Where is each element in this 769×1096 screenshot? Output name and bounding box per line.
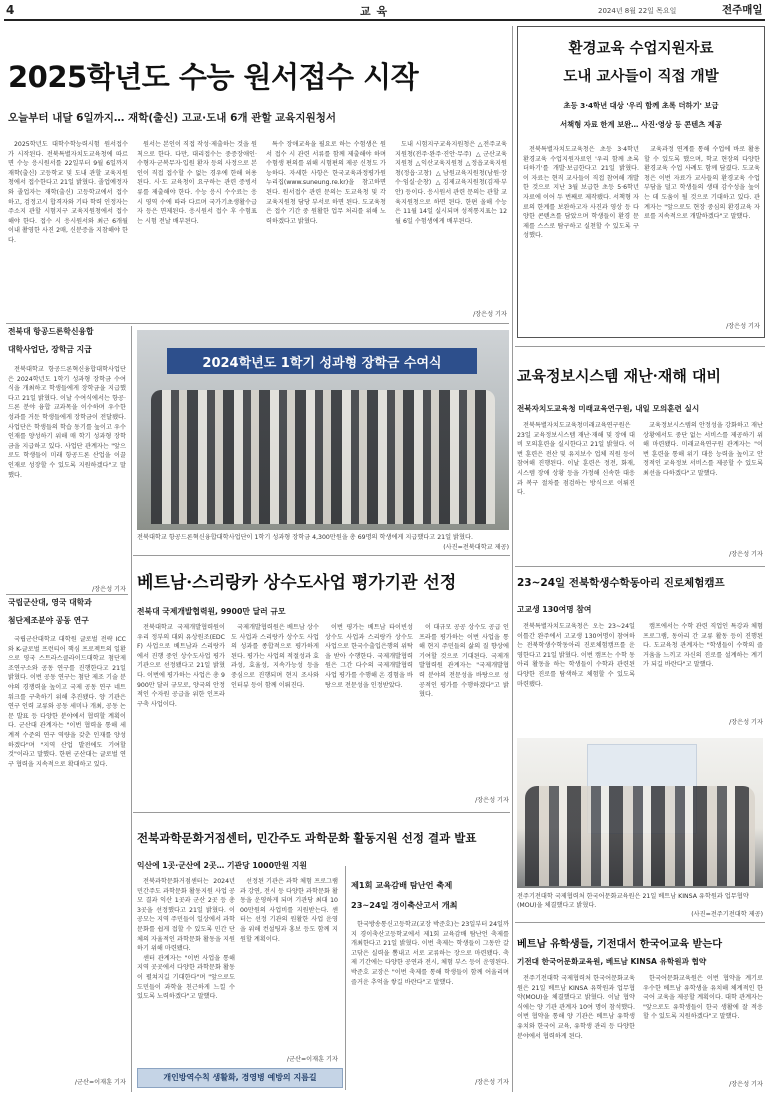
aviation-photo-credit: (사진=전북대학교 제공): [443, 544, 509, 551]
disaster-subhead: 전북자치도교육청 미래교육연구원, 내일 모의훈련 실시: [517, 404, 700, 413]
environment-subhead-2: 서책형 자료 한계 보완… 사진·영상 등 콘텐츠 제공: [560, 120, 722, 129]
environment-subhead-1: 초등 3·4학년 대상 '우리 함께 초록 더하기' 보급: [563, 101, 719, 110]
lead-subhead: 오늘부터 내달 6일까지… 재학(출신) 고교·도내 6개 관할 교육지원청서: [8, 112, 337, 124]
mou-photo-caption: 전주기전대학 국제협력처 한국어문화교육원은 21일 베트남 KINSA 유학원과 업무협약(MOU)을 체결했다고 밝혔다.: [517, 893, 749, 909]
lead-byline: /장은성 기자: [473, 311, 507, 318]
paper-name: 전주매일: [722, 4, 763, 16]
mou-signing-photo: [517, 738, 763, 888]
divider-vertical-left: [131, 326, 132, 1092]
divider-festival-left: [345, 866, 346, 1090]
science-byline: /군산=이재훈 기자: [286, 1056, 338, 1063]
aviation-byline: /장은성 기자: [92, 586, 126, 593]
vietnam-column-1: 전북대학교 국제개발협력원이 우리 정부의 대외 유상원조(EDCF) 사업으로 베트남과 스리랑카에서 진행 중인 상수도사업 평가기관으로 선정됐다고 21일 밝혔다. 이번에 평가하는 사업은 총 9900만 달러 규모로, 양국의 안정적인 수자원 공급을 위한 인프라 구축 사업이다.: [137, 624, 225, 708]
korean-education-subhead: 기전대 한국어문화교육원, 베트남 KINSA 유학원과 협약: [517, 957, 707, 966]
science-footer-banner-text: 개인방역수칙 생활화, 경영병 예방의 지름길: [163, 1073, 317, 1082]
environment-byline: /장은성 기자: [726, 323, 760, 330]
divider-disaster-top: [515, 346, 765, 347]
mou-people: [525, 786, 755, 886]
environment-headline-2: 도내 교사들이 직접 개발: [563, 68, 719, 85]
divider-korean-top: [515, 922, 765, 923]
festival-headline-1: 제1회 교육감배 탐난언 축제: [351, 880, 453, 890]
lead-column-1: 2025학년도 대학수학능력시험 원서접수가 시작된다. 전북특별자치도교육청에 따르면 수능 응시원서를 22일부터 9월 6일까지 재학(출신) 고등학교 및 도내 관할 교육지원청에서 접수한다고 21일 밝혔다. 졸업예정자와 졸업자는 재학(출신) 고등학교에서 접수하고, 검정고시 합격자와 기타 학력 인정자는 주소지 관할 시험지구 교육지원청에서 접수해야 한다. 접수 시 응시원서와 최근 6개월 이내 촬영한 사진 2매, 신분증을 지참해야 한다.: [8, 141, 128, 244]
environment-column-2: 교육과정 연계를 통해 수업에 바로 활용할 수 있도록 했으며, 학교 현장의 다양한 환경교육 수업 사례도 함께 담겼다. 도교육청은 이번 자료가 교사들의 환경교육 수업 부담을 덜고 학생들의 생태 감수성을 높이는 데 도움이 될 것으로 기대하고 있다. 관계자는 "앞으로도 현장 중심의 환경교육 자료를 지속적으로 개발하겠다"고 말했다.: [644, 146, 760, 221]
mou-photo-credit: (사진=전주기전대학 제공): [691, 911, 763, 918]
aviation-headline-1: 전북대 항공드론학신융합: [8, 327, 94, 336]
festival-headline-2: 23~24일 경이축산고서 개최: [351, 900, 458, 910]
kunsan-body: 국립군산대학교 대학원 글로벌 전략 ICC와 K-글로벌 프런티어 핵심 프로젝트의 일환으로 영국 스트라스클라이드대학교 첨단제조연구소와 공동 연구를 진행한다고 21일 밝혔다. 이번 공동 연구는 첨단 제조 기술 분야의 경쟁력을 높이고 국제 공동 연구 네트워크를 구축하기 위해 추진됐다. 양 기관은 연구 인력 교류와 공동 세미나 개최, 공동 논문 발표 등 다양한 분야에서 협력할 계획이다. 군산대 관계자는 "이번 협력을 통해 세계적 수준의 연구 역량을 갖춘 인재를 양성하겠다"며 "지역 산업 발전에도 기여할 것"이라고 말했다. 한편 군산대는 글로벌 연구 협력을 지속적으로 확대하고 있다.: [8, 636, 126, 768]
disaster-byline: /장은성 기자: [729, 551, 763, 558]
vietnam-subhead: 전북대 국제개발협력원, 9900만 달러 규모: [137, 607, 286, 616]
science-subhead: 익산에 1곳·군산에 2곳… 기관당 1000만원 지원: [137, 861, 307, 870]
science-column-3-paragraph: 센터 관계자는 "이번 사업을 통해 지역 곳곳에서 다양한 과학문화 활동이 펼쳐지길 기대한다"며 "앞으로도 도민들이 과학을 친근하게 느낄 수 있도록 노력하겠다"고 말했다.: [137, 954, 235, 1001]
festival-byline: /장은성 기자: [475, 1079, 509, 1086]
korean-education-column-1: 전주기전대학 국제협력처 한국어문화교육원은 21일 베트남 KINSA 유학원과 업무협약(MOU)을 체결했다고 밝혔다. 이날 협약식에는 양 기관 관계자 10여 명이 참석했다. 이번 협약을 통해 양 기관은 베트남 유학생 유치와 한국어 교육, 유학생 관리 등 다양한 분야에서 협력하게 된다.: [517, 975, 635, 1040]
korean-education-column-2: 한국어문화교육원은 이번 협약을 계기로 우수한 베트남 유학생을 유치해 체계적인 한국어 교육을 제공할 계획이다. 대학 관계자는 "앞으로도 유학생들이 한국 생활에 잘 적응할 수 있도록 지원하겠다"고 말했다.: [643, 975, 763, 1021]
lead-headline: 2025학년도 수능 원서접수 시작: [8, 60, 419, 94]
science-headline: 전북과학문화거점센터, 민간주도 과학문화 활동지원 선정 결과 발표: [137, 831, 477, 845]
photo-people: [151, 390, 495, 524]
lead-column-3: 특수 장애교육을 필요로 하는 수험생은 원서 접수 시 관련 서류를 함께 제출해야 하며 수험생 편의를 위해 시험편의 제공 신청도 가능하다. 자세한 사항은 한국교육과정평가원 누리집(www.suneung.re.kr)을 참고하면 된다. 원서접수 관련 문의는 도교육청 및 각 교육지원청 담당 부서로 하면 된다. 도교육청은 접수 기간 중 원활한 업무 처리를 위해 노력하겠다고 밝혔다.: [266, 141, 386, 225]
science-column-1: 전북과학문화거점센터는 2024년 민간주도 과학문화 활동지원 사업 공모 결과 익산 1곳과 군산 2곳 등 총 3곳을 선정했다고 21일 밝혔다. 이 공모는 지역 주민들이 일상에서 과학문화를 쉽게 접할 수 있도록 민간 단체의 자율적인 과학문화 활동을 지원하기 위해 마련됐다. 센터 관계자는 "이번 사업을 통해 지역 곳곳에서 다양한 과학문화 활동이 펼쳐지길 기대한다"며 "앞으로도 도민들이 과학을 친근하게 느낄 수 있도록 노력하겠다"고 말했다.: [137, 878, 235, 1001]
issue-date: 2024년 8월 22일 목요일: [598, 7, 677, 15]
lead-column-4: 도내 시험지구교육지원청은 △전주교육지원청(전주·완주·진안·무주) △군산교육지원청 △익산교육지원청 △정읍교육지원청(정읍·고창) △남원교육지원청(남원·장수·임실·순창) △김제교육지원청(김제·부안) 등이다. 응시원서 관련 문의는 관할 교육지원청으로 하면 된다. 한편 올해 수능은 11월 14일 실시되며 성적통지표는 12월 6일 수험생에게 배부된다.: [395, 141, 507, 225]
vietnam-column-4: 이 대규모 공공 상수도 공급 인프라를 평가하는 이번 사업을 통해 현지 주민들의 삶의 질 향상에 기여할 것으로 기대된다. 국제개발협력원 관계자는 "국제개발협력 분야의 전문성을 바탕으로 성공적인 평가를 수행하겠다"고 밝혔다.: [419, 624, 509, 699]
aviation-body: 전북대학교 항공드론혁신융합대학사업단은 2024학년도 1학기 성과형 장학금 수여식을 개최하고 학생들에게 장학금을 지급했다고 21일 밝혔다. 이날 수여식에서는 항공·드론 분야 융합 교과목을 이수하며 우수한 성과를 거둔 학생들에게 장학금이 전달됐다. 사업단은 학생들의 학습 동기를 높이고 우수 인재를 양성하기 위해 매 학기 성과형 장학금을 지급하고 있다. 사업단 관계자는 "앞으로도 학생들이 미래 항공드론 산업을 이끌 인재로 성장할 수 있도록 지원하겠다"고 말했다.: [8, 366, 126, 479]
kunsan-byline: /군산=이재훈 기자: [74, 1079, 126, 1086]
festival-body: 한국방송통신고등학교(교장 박준호)는 23일부터 24일까지 경이축산고등학교에서 제1회 교육감배 탐난언 축제를 개최한다고 21일 밝혔다. 이번 축제는 학생들이 그동안 갈고닦은 실력을 뽐내고 서로 교류하는 장으로 마련됐다. 축제 기간에는 다양한 공연과 전시, 체험 부스 등이 운영된다. 박준호 교장은 "이번 축제를 통해 학생들이 함께 어울리며 즐거운 추억을 쌓길 바란다"고 말했다.: [351, 921, 509, 986]
disaster-column-1: 전북특별자치도교육청미래교육연구원은 23일 교육정보시스템 재난·재해 및 장애 대비 모의훈련을 실시한다고 21일 밝혔다. 이번 훈련은 전산 및 유지보수 업체 직원 등이 참여해 진행된다. 이날 훈련은 정전, 화재, 시스템 장애 상황 등을 가정해 신속한 대응과 복구 절차를 점검하는 방식으로 이뤄진다.: [517, 422, 635, 497]
korean-education-headline: 베트남 유학생들, 기전대서 한국어교육 받는다: [517, 939, 723, 950]
page-number: 4: [6, 3, 15, 17]
math-camp-column-2: 캠프에서는 수학 관련 직업인 특강과 체험 프로그램, 동아리 간 교류 활동 등이 진행된다. 도교육청 관계자는 "학생들이 수학의 즐거움을 느끼고 자신의 진로를 설계하는 계기가 되길 바란다"고 말했다.: [643, 623, 763, 669]
environment-article: [517, 26, 765, 338]
kunsan-headline-1: 국립군산대, 영국 대학과: [8, 598, 92, 607]
environment-column-1: 전북특별자치도교육청은 초등 3·4학년 환경교육 수업지원자료인 '우리 함께 초록 더하기'를 개발·보급한다고 21일 밝혔다. 이 자료는 현직 교사들이 직접 참여해 개발한 것으로 지난 3월 보급한 초등 5·6학년 자료에 이어 두 번째로 제작됐다. 서책형 자료의 한계를 보완하고자 사진과 영상 등 다양한 콘텐츠를 담았으며 학생들이 환경 문제를 스스로 탐구하고 실천할 수 있도록 구성했다.: [523, 146, 639, 240]
disaster-headline: 교육정보시스템 재난·재해 대비: [517, 367, 722, 385]
vietnam-column-2: 국제개발협력원은 베트남 상수도 사업과 스리랑카 상수도 사업의 성과를 종합적으로 평가하게 된다. 평가는 사업의 적절성과 효과성, 효율성, 지속가능성 등을 중심으로 진행되며 현지 조사와 인터뷰 등이 함께 이뤄진다.: [231, 624, 319, 689]
vietnam-column-3: 이번 평가는 베트남 타이빈성 상수도 사업과 스리랑카 상수도 사업으로 한국수출입은행의 위탁을 받아 수행한다. 국제개발협력원은 그간 다수의 국제개발협력 사업 평가를 수행해 온 경험을 바탕으로 전문성을 인정받았다.: [325, 624, 413, 689]
math-camp-column-1: 전북특별자치도교육청은 오는 23~24일 이틀간 완주에서 고교생 130여명이 참여하는 전북학생수학동아리 진로체험캠프를 운영한다고 21일 밝혔다. 이번 캠프는 수학 동아리 활동을 하는 학생들이 수학과 관련된 다양한 진로를 탐색하고 체험할 수 있도록 마련됐다.: [517, 623, 635, 688]
math-camp-subhead: 고교생 130여명 참여: [517, 605, 592, 614]
aviation-photo-caption: 전북대학교 항공드론혁신융합대학사업단이 1학기 성과형 장학금 4,300만원을 총 69명의 학생에게 지급했다고 21일 밝혔다.: [137, 534, 473, 541]
science-footer-banner: [137, 1068, 343, 1088]
photo-banner-text: 2024학년도 1학기 성과형 장학금 수여식: [202, 356, 442, 371]
divider-vertical-right: [512, 26, 513, 1092]
aviation-headline-2: 대학사업단, 장학금 지급: [8, 345, 92, 354]
divider-left-mid: [6, 594, 128, 595]
math-camp-headline: 23~24일 전북학생수학동아리 진로체험캠프: [517, 577, 725, 589]
masthead-rule: [4, 19, 765, 21]
kunsan-headline-2: 첨단제조분야 공동 연구: [8, 616, 89, 625]
section-label: 교 육: [360, 5, 389, 18]
disaster-column-2: 교육정보시스템의 안정성을 강화하고 재난 상황에서도 중단 없는 서비스를 제공하기 위해 마련됐다. 미래교육연구원 관계자는 "이번 훈련을 통해 위기 대응 능력을 높이고 안정적인 교육정보 서비스를 제공할 수 있도록 최선을 다하겠다"고 말했다.: [643, 422, 763, 477]
divider-lead-bottom: [6, 323, 509, 324]
lead-column-2: 원서는 본인이 직접 작성·제출하는 것을 원칙으로 한다. 다만, 대리접수는 중증장애인·수형자·군복무자·입원 환자 등의 사정으로 본인이 직접 접수할 수 없는 경우에 한해 허용된다. 시·도 교육청이 요구하는 관련 증빙서류를 제출해야 한다. 수능 응시 수수료는 응시 영역 수에 따라 다르며 국가기초생활수급자 등은 면제된다. 응시원서 접수 후 수험표는 시험 전날 배부된다.: [137, 141, 257, 225]
divider-vietnam-top: [133, 555, 510, 556]
vietnam-byline: /장은성 기자: [475, 797, 509, 804]
vietnam-headline: 베트남·스리랑카 상수도사업 평가기관 선정: [137, 573, 457, 593]
divider-science-top: [133, 812, 510, 813]
award-ceremony-photo: [137, 330, 509, 530]
science-column-2: 선정된 기관은 과학 체험 프로그램과 강연, 전시 등 다양한 과학문화 활동을 운영하게 되며 기관당 최대 1000만원의 사업비를 지원받는다. 센터는 선정 기관의 원활한 사업 운영을 위해 컨설팅과 홍보 등도 함께 지원할 계획이다.: [240, 878, 338, 943]
korean-education-byline: /장은성 기자: [729, 1081, 763, 1088]
math-camp-byline: /장은성 기자: [729, 719, 763, 726]
environment-headline-1: 환경교육 수업지원자료: [568, 40, 714, 57]
divider-math-top: [515, 566, 765, 567]
